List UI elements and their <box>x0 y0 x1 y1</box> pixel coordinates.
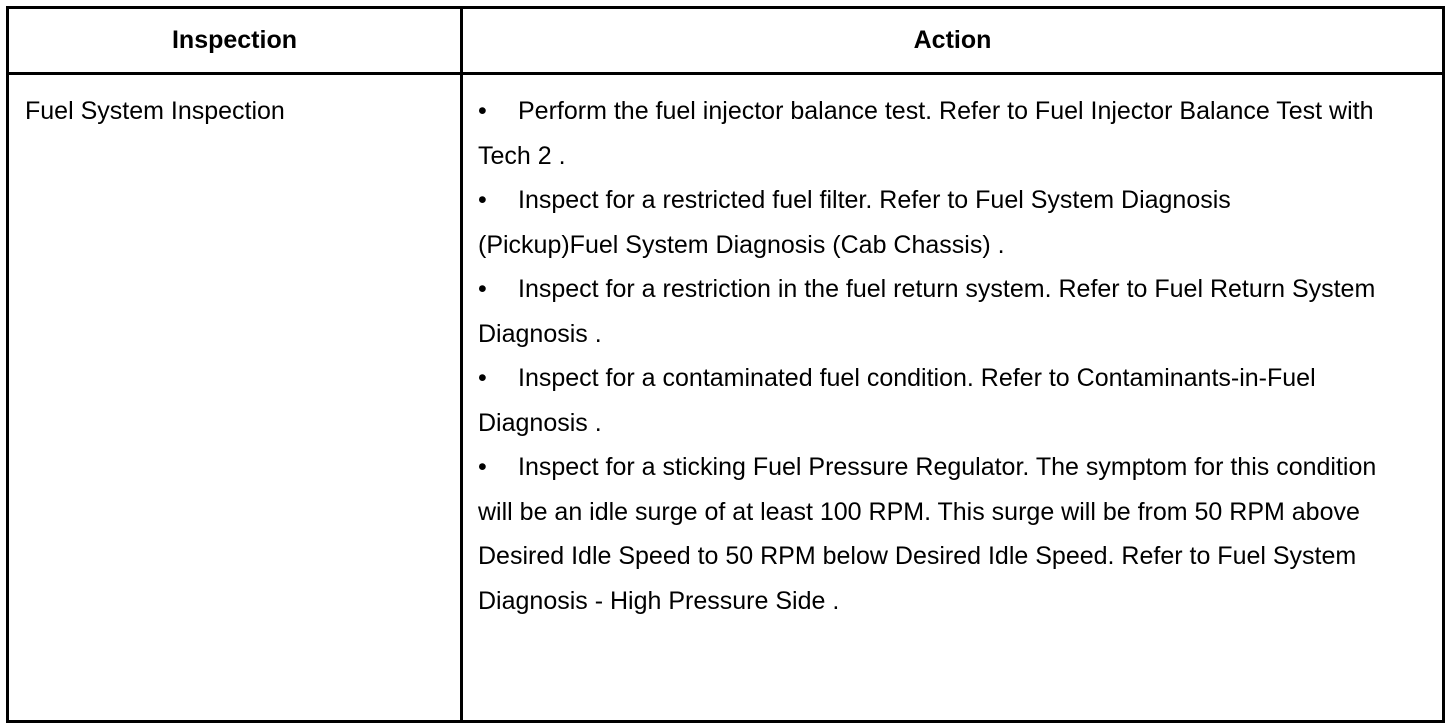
cell-action <box>478 75 1378 623</box>
column-divider <box>460 9 463 720</box>
bullet-icon: • <box>478 453 487 481</box>
action-item-2 <box>478 178 1378 267</box>
bullet-icon: • <box>478 186 487 214</box>
action-text-3: Inspect for a restriction in the fuel return system. Refer to Fuel Return System Diagnosis . <box>478 275 1376 348</box>
action-item-4 <box>478 356 1378 445</box>
header-inspection: Inspection <box>171 26 297 54</box>
cell-inspection <box>25 75 445 134</box>
bullet-icon: • <box>478 364 487 392</box>
bullet-icon: • <box>478 97 487 125</box>
table-header-row <box>9 9 1442 75</box>
action-text-4: Inspect for a contaminated fuel condition. Refer to Contaminants-in-Fuel Diagnosis . <box>478 364 1316 437</box>
action-item-3 <box>478 267 1378 356</box>
inspection-label: Fuel System Inspection <box>25 97 285 125</box>
action-item-5 <box>478 445 1378 623</box>
inspection-table <box>6 6 1445 723</box>
bullet-icon: • <box>478 275 487 303</box>
action-item-1 <box>478 89 1378 178</box>
action-text-2: Inspect for a restricted fuel filter. Refer to Fuel System Diagnosis (Pickup)Fuel System Diagnosis (Cab Chassis) . <box>478 186 1231 259</box>
header-action: Action <box>913 26 992 54</box>
action-text-1: Perform the fuel injector balance test. Refer to Fuel Injector Balance Test with Tech 2 . <box>478 97 1374 170</box>
action-text-5: Inspect for a sticking Fuel Pressure Regulator. The symptom for this condition will be an idle surge of at least 100 RPM. This surge will be from 50 RPM above Desired Idle Speed to 50 RPM below Desired Idle Speed. Refer to Fuel System Diagnosis - High Pressure Side . <box>478 453 1377 615</box>
